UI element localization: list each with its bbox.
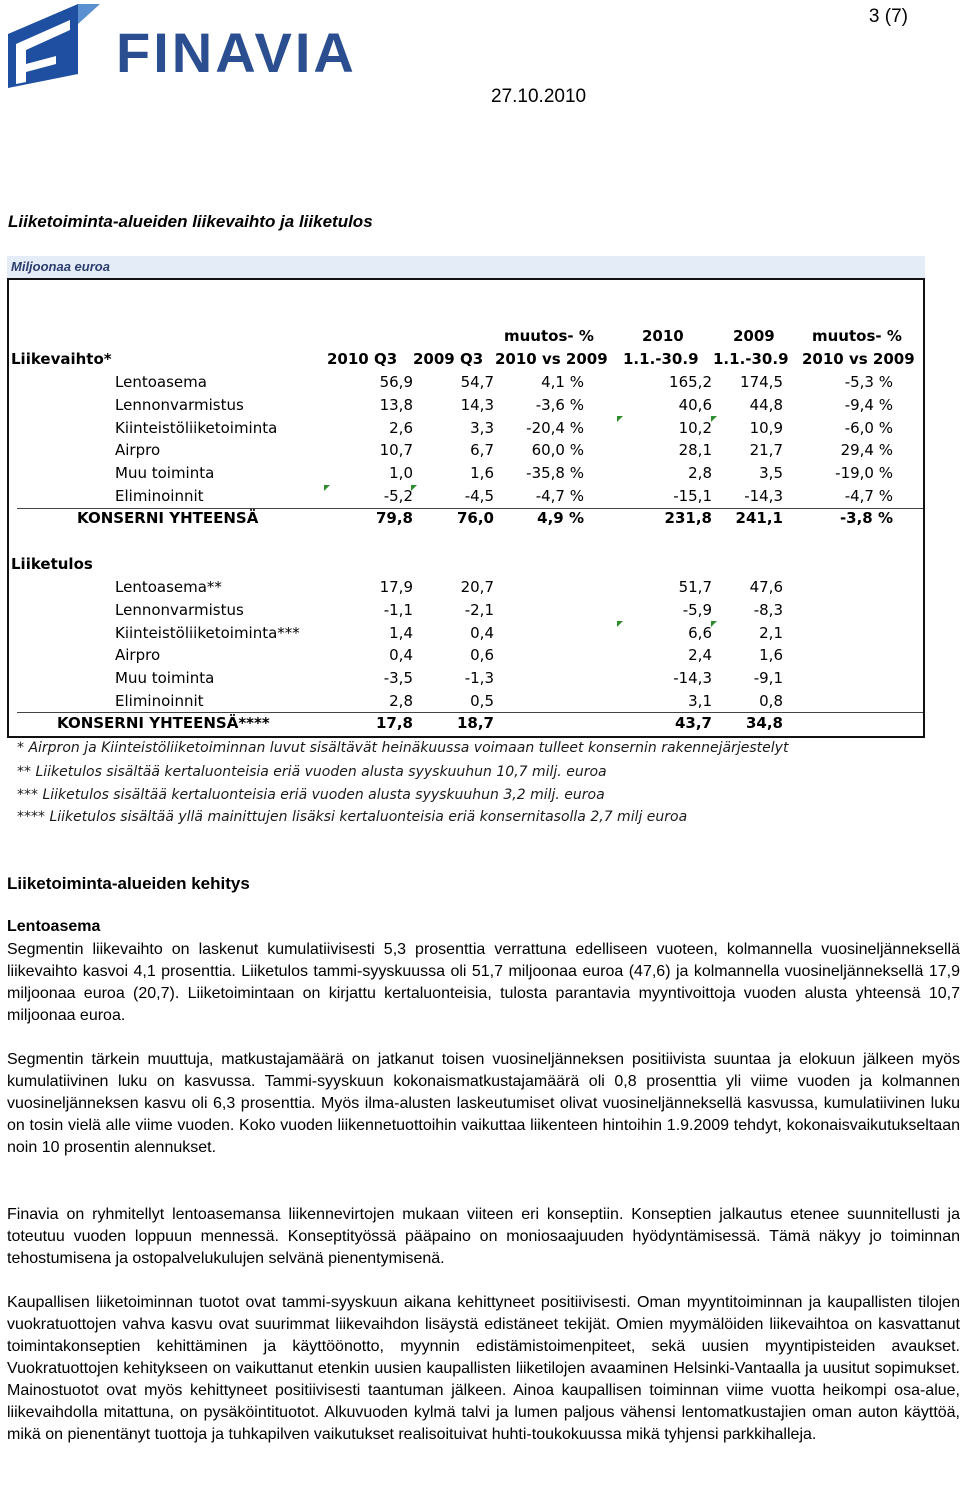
hdr-revenue: Liikevaihto* [11,350,112,368]
table-cell: 40,6 [678,395,712,414]
table-cell: -1,3 [464,669,494,688]
airport-heading: Lentoasema [7,918,101,935]
finavia-logo [8,4,380,88]
hdr-period-2010: 1.1.-30.9 [623,350,699,368]
row-label: Airpro [115,441,161,460]
table-cell: -15,1 [673,487,712,505]
table-note-3: *** Liiketulos sisältää kertaluonteisia eriä vuoden alusta syyskuuhun 3,2 milj. euroa [17,787,605,803]
row-label: Lennonvarmistus [115,600,244,619]
hdr-2010vs2009-b: 2010 vs 2009 [802,350,915,368]
table-cell: -14,3 [744,487,783,505]
table-cell: 1,6 [470,464,494,483]
table-cell: 79,8 [375,509,413,527]
table-cell: 6,7 [470,441,494,460]
row-label: Muu toiminta [115,669,215,688]
hdr-change-2: muutos- % [812,327,902,345]
table-cell: 0,6 [470,646,494,665]
paragraph-4: Kaupallisen liiketoiminnan tuotot ovat tammi-syyskuun aikana kehittyneet positiivisesti. Oman myyntitoiminnan ja kaupallisten tilojen vuokratuottojen vahva kasvu ovat suurimmat liikevaihdon lisäystä edistäneet tekijät. Omien myymälöiden liikevaihtoa on kasvattanut toimintakonseptien kehittäminen ja käyttöönotto, myynnin edistämistoimenpiteet, sekä uusien myyntipisteiden avaukset. Vuokratuottojen kehitykseen on vaikuttanut etenkin uusien kaupallisten liiketilojen avaaminen Helsinki-Vantaalla ja uusitut sopimukset. Mainostuotot ovat myös kehittyneet positiivisesti taantuman jälkeen. Ainoa kaupallisen toiminnan viime vuotta heikompi osa-alue, liikevaihdolla mitattuna, on pysäköintituotot. Alkuvuoden kylmä talvi ja lumen paljous vähensi lentomatkustajien oman auton käyttöä, mikä on pienentänyt tuottoja ja tuhkapilven vaikutukset realisoituivat huhti-toukokuussa mikä tyhjensi parkkihalleja. [7,1294,960,1443]
table-cell: 231,8 [664,509,712,527]
table-cell: 54,7 [460,373,494,391]
row-label: Lennonvarmistus [115,395,244,414]
table-cell: 29,4 % [840,441,893,460]
comment-marker [711,416,717,422]
hdr-change-1: muutos- % [504,327,594,345]
table-cell: 18,7 [456,714,494,732]
comment-marker [617,621,623,627]
table-cell: 28,1 [678,441,712,460]
table-cell: 4,1 % [541,373,584,391]
table-cell: -14,3 [673,669,712,688]
table-cell: 60,0 % [531,441,584,460]
table-cell: -2,1 [464,600,494,619]
table-cell: 44,8 [749,395,783,414]
table-cell: 56,9 [379,373,413,391]
table-cell: 4,9 % [537,509,584,527]
table-cell: 47,6 [749,578,783,596]
table-cell: -3,8 % [839,509,893,527]
row-label: Muu toiminta [115,464,215,483]
table-cell: 51,7 [678,578,712,596]
table-cell: 17,9 [379,578,413,596]
paragraph-2: Segmentin tärkein muuttuja, matkustajamäärä on jatkanut toisen vuosineljänneksen positiivista suuntaa ja elokuun jälkeen myös kumulatiivinen luku on kasvussa. Tammi-syyskuun kokonaismatkustajamäärä oli 0,8 prosenttia yli viime vuoden ja kolmannen vuosineljänneksen kasvu oli 6,3 prosenttia. Myös ilma-alusten laskeutumiset olivat vuosineljänneksellä kasvussa, kumulatiivinen luku on tosin vielä alle viime vuoden. Koko vuoden liikennetuottoihin vaikuttaa liikenteen hintoihin 1.9.2009 tehdyt, kokonaisvaikutukseltaan noin 10 prosentin alennukset. [7,1051,960,1156]
row-label: Eliminoinnit [115,487,204,505]
table-cell: 13,8 [379,395,413,414]
table-cell: 17,8 [375,714,413,732]
comment-marker [411,485,417,491]
table-cell: -6,0 % [844,418,893,437]
hdr-period-2009: 1.1.-30.9 [713,350,789,368]
table-note-1: * Airpron ja Kiinteistöliiketoiminnan luvut sisältävät heinäkuussa voimaan tulleet konsernin rakennejärjestelyt [17,740,789,756]
total-divider [17,712,923,713]
table-cell: 2,6 [389,418,413,437]
table-cell: 165,2 [669,373,712,391]
table-cell: 241,1 [735,509,783,527]
table-cell: 14,3 [460,395,494,414]
table-cell: -5,9 [682,600,712,619]
table-cell: 10,9 [749,418,783,437]
row-label: Kiinteistöliiketoiminta*** [115,623,300,642]
table-cell: -20,4 % [526,418,584,437]
table-cell: 1,6 [759,646,783,665]
row-label: Lentoasema** [115,578,222,596]
table-cell: 1,4 [389,623,413,642]
logo-wordmark: FINAVIA [116,21,357,84]
table-cell: 20,7 [460,578,494,596]
table-cell: 10,7 [379,441,413,460]
table-cell: -4,7 % [844,487,893,505]
table-cell: 2,8 [389,692,413,710]
table-cell: 34,8 [745,714,783,732]
paragraph-3: Finavia on ryhmitellyt lentoasemansa liikennevirtojen mukaan viiteen eri konseptiin. Konseptien jalkautus etenee suunnitellusti ja toteutuu vuoden loppuun mennessä. Konseptityössä pääpaino on moniosaajuuden hyödyntämisessä. Tämä näkyy jo toiminnan tehostumisena ja ostopalvelukulujen selvänä pienentymisenä. [7,1206,960,1267]
table-cell: 2,4 [688,646,712,665]
row-label: Eliminoinnit [115,692,204,710]
financial-table [7,256,925,830]
development-heading: Liiketoiminta-alueiden kehitys [7,874,250,893]
table-cell: 21,7 [749,441,783,460]
table-cell: 0,4 [470,623,494,642]
total-row-label: KONSERNI YHTEENSÄ**** [57,714,270,732]
table-cell: -4,7 % [535,487,584,505]
table-cell: 2,1 [759,623,783,642]
profit-title: Liiketulos [11,555,93,573]
table-note-2: ** Liiketulos sisältää kertaluonteisia eriä vuoden alusta syyskuuhun 10,7 milj. euroa [17,764,607,780]
page-number: 3 (7) [868,6,908,27]
table-cell: -5,3 % [844,373,893,391]
table-cell: 2,8 [688,464,712,483]
table-cell: -9,4 % [844,395,893,414]
table-cell: 1,0 [389,464,413,483]
table-cell: 43,7 [674,714,712,732]
table-unit-label: Miljoonaa euroa [7,256,925,278]
table-cell: 10,2 [678,418,712,437]
table-cell: 3,1 [688,692,712,710]
table-cell: -5,2 [383,487,413,505]
table-note-4: **** Liiketulos sisältää yllä mainittujen lisäksi kertaluonteisia eriä konsernitasolla 2,7 milj euroa [17,809,688,825]
row-label: Airpro [115,646,161,665]
total-row-label: KONSERNI YHTEENSÄ [77,509,259,527]
table-cell: -3,6 % [535,395,584,414]
hdr-2010: 2010 [642,327,684,345]
hdr-2009q3: 2009 Q3 [413,350,484,368]
table-cell: 76,0 [456,509,494,527]
row-label: Lentoasema [115,373,207,391]
table-cell: 0,5 [470,692,494,710]
hdr-2010q3: 2010 Q3 [327,350,398,368]
comment-marker [617,416,623,422]
table-cell: -19,0 % [835,464,893,483]
paragraph-1: Segmentin liikevaihto on laskenut kumulatiivisesti 5,3 prosenttia verrattuna edelliseen vuoteen, kolmannella vuosineljänneksellä liikevaihto kasvoi 4,1 prosenttia. Liiketulos tammi-syyskuussa oli 51,7 miljoonaa euroa (47,6) ja kolmannella vuosineljänneksellä 17,9 miljoonaa euroa (20,7). Liiketoimintaan on kirjattu kertaluonteisia, tulosta parantavia myyntivoittoja vuoden alusta yhteensä 10,7 miljoonaa euroa. [7,941,960,1024]
table-cell: 3,5 [759,464,783,483]
table-cell: -9,1 [753,669,783,688]
hdr-2010vs2009: 2010 vs 2009 [495,350,608,368]
table-cell: 174,5 [740,373,783,391]
table-cell: -4,5 [464,487,494,505]
table-cell: -8,3 [753,600,783,619]
table-cell: 0,8 [759,692,783,710]
table-cell: 3,3 [470,418,494,437]
document-date: 27.10.2010 [491,86,587,107]
table-cell: -35,8 % [526,464,584,483]
table-cell: 0,4 [389,646,413,665]
table-cell: -3,5 [383,669,413,688]
comment-marker [324,485,330,491]
table-cell: 6,6 [688,623,712,642]
hdr-2009: 2009 [733,327,775,345]
table-cell: -1,1 [383,600,413,619]
comment-marker [711,621,717,627]
section-title: Liiketoiminta-alueiden liikevaihto ja liiketulos [8,212,373,231]
row-label: Kiinteistöliiketoiminta [115,418,278,437]
